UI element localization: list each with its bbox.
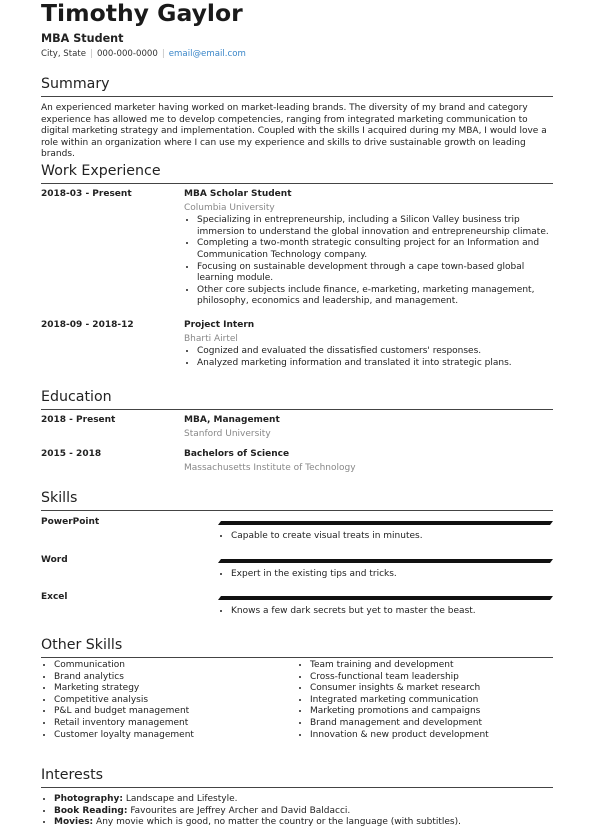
skills-section: [41, 489, 553, 619]
skill-description: [218, 531, 566, 543]
other-skill-item: • Consumer insights & market research: [310, 683, 550, 695]
other-skills-column-left: [41, 660, 294, 741]
interest-item: [54, 806, 553, 818]
summary-text: An experienced marketer having worked on market-leading brands. The diversity of my brand and category experience has allowed me to develop competencies, ranging from integrated marketing communication to digital marketing strategy and implementation. Coupled with the skills I acquired during my MBA, I would love a role within an organization where I can use my experience and skills to drive sustainable growth on leading brands.: [41, 103, 547, 160]
section-title-other-skills: Other Skills: [41, 636, 553, 658]
section-title-skills: Skills: [41, 489, 553, 511]
education-body: [184, 449, 553, 474]
interest-text: Landscape and Lifestyle.: [125, 794, 238, 804]
work-experience-section: [41, 162, 553, 377]
skill-name: Word: [41, 555, 68, 565]
education-school: Stanford University: [184, 428, 271, 439]
other-skill-item: • Brand management and development: [310, 718, 550, 730]
education-degree: MBA, Management: [184, 415, 280, 425]
section-title-interests: Interests: [41, 766, 553, 788]
other-skill-item: • Communication: [54, 660, 294, 672]
other-skill-item: • Team training and development: [310, 660, 550, 672]
contact-separator: |: [161, 49, 165, 59]
section-title-summary: Summary: [41, 75, 553, 97]
education-section: [41, 388, 553, 483]
skill-description: [218, 569, 566, 581]
interest-label: Book Reading:: [54, 805, 128, 816]
other-skill-item: • Integrated marketing communication: [310, 695, 550, 707]
contact-phone: 000-000-0000: [96, 49, 158, 59]
other-skill-item: • Brand analytics: [54, 672, 294, 684]
section-title-education: Education: [41, 388, 553, 410]
skill-description-text: • Knows a few dark secrets but yet to master the beast.: [231, 606, 566, 618]
section-title-work-experience: Work Experience: [41, 162, 553, 184]
work-organization: Columbia University: [184, 202, 275, 213]
skill-description: [218, 606, 566, 618]
skill-description-text: • Capable to create visual treats in minutes.: [231, 531, 566, 543]
other-skill-item: • Innovation & new product development: [310, 730, 550, 742]
contact-separator: |: [90, 49, 93, 59]
work-date: 2018-09 - 2018-12: [41, 320, 134, 330]
work-bullet: • Specializing in entrepreneurship, including a Silicon Valley business trip immersion to understand the global innovation and entrepreneurship climate.: [197, 215, 553, 238]
work-bullets: [184, 346, 553, 369]
skill-level-bar: [218, 596, 553, 600]
other-skill-item: • Retail inventory management: [54, 718, 294, 730]
skill-level-bar: [218, 521, 553, 525]
other-skills-column-right: [297, 660, 550, 741]
interest-item: [54, 794, 553, 806]
candidate-name: Timothy Gaylor: [41, 0, 243, 27]
work-bullet: • Analyzed marketing information and translated it into strategic plans.: [197, 358, 553, 370]
interest-text: Favourites are Jeffrey Archer and David Baldacci.: [130, 805, 351, 816]
skill-level-bar: [218, 559, 553, 563]
skill-name: Excel: [41, 592, 68, 602]
other-skill-item: • Cross-functional team leadership: [310, 672, 550, 684]
education-date: 2015 - 2018: [41, 449, 102, 459]
other-skills-section: [41, 636, 553, 748]
interests-section: [41, 766, 553, 829]
other-skill-item: • Marketing strategy: [54, 683, 294, 695]
candidate-title: MBA Student: [41, 32, 124, 45]
education-school: Massachusetts Institute of Technology: [184, 462, 356, 473]
interest-text: Any movie which is good, no matter the country or the language (with subtitles).: [96, 817, 461, 828]
education-degree: Bachelors of Science: [184, 449, 290, 459]
interests-list: [41, 794, 553, 829]
other-skill-item: • Competitive analysis: [54, 695, 294, 707]
work-body: [184, 320, 553, 369]
contact-city: City, State: [41, 49, 87, 59]
work-bullets: [184, 215, 553, 308]
work-bullet: • Other core subjects include finance, e-marketing, marketing management, philosophy, economics and leadership, and management.: [197, 285, 553, 308]
work-role: Project Intern: [184, 320, 255, 330]
skill-name: PowerPoint: [41, 517, 100, 527]
work-body: [184, 189, 553, 308]
other-skill-item: • P&L and budget management: [54, 706, 294, 718]
education-body: [184, 415, 553, 440]
work-bullet: • Focusing on sustainable development through a cape town-based global learning module.: [197, 262, 553, 285]
work-bullet: • Cognized and evaluated the dissatisfied customers' responses.: [197, 346, 553, 358]
work-date: 2018-03 - Present: [41, 189, 132, 199]
work-bullet: • Completing a two-month strategic consulting project for an Information and Communication Technology company.: [197, 238, 553, 261]
other-skill-item: • Marketing promotions and campaigns: [310, 706, 550, 718]
interest-label: Photography:: [54, 794, 123, 804]
interest-item: [54, 817, 553, 829]
education-date: 2018 - Present: [41, 415, 116, 425]
work-organization: Bharti Airtel: [184, 333, 238, 344]
contact-line: [41, 49, 246, 60]
work-role: MBA Scholar Student: [184, 189, 292, 199]
summary-section: [41, 75, 553, 161]
interest-label: Movies:: [54, 817, 94, 828]
other-skill-item: • Customer loyalty management: [54, 730, 294, 742]
skill-description-text: • Expert in the existing tips and tricks.: [231, 569, 566, 581]
contact-email-link[interactable]: email@email.com: [168, 49, 246, 59]
